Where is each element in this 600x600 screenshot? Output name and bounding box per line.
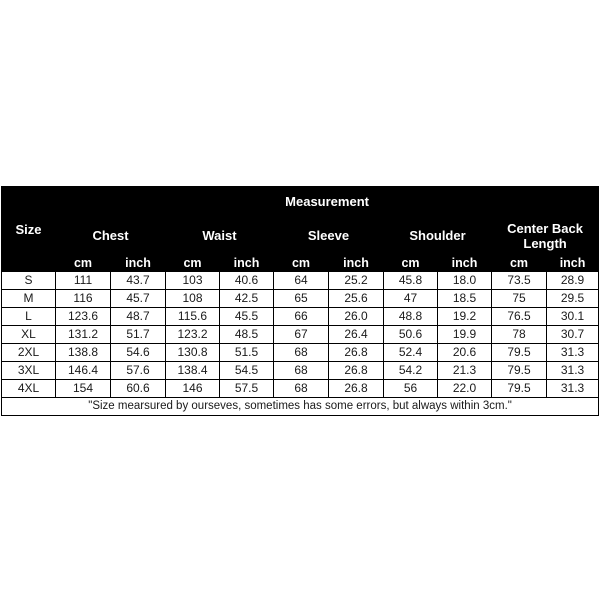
unit-header: cm xyxy=(274,255,329,272)
value-cell: 19.2 xyxy=(438,308,492,326)
value-cell: 75 xyxy=(492,290,547,308)
value-cell: 60.6 xyxy=(111,380,166,398)
value-cell: 154 xyxy=(56,380,111,398)
value-cell: 64 xyxy=(274,272,329,290)
value-cell: 48.5 xyxy=(220,326,274,344)
value-cell: 54.6 xyxy=(111,344,166,362)
value-cell: 30.1 xyxy=(547,308,599,326)
unit-header: cm xyxy=(492,255,547,272)
value-cell: 76.5 xyxy=(492,308,547,326)
value-cell: 31.3 xyxy=(547,362,599,380)
value-cell: 73.5 xyxy=(492,272,547,290)
value-cell: 79.5 xyxy=(492,344,547,362)
table-row xyxy=(2,344,599,362)
unit-header: cm xyxy=(384,255,438,272)
value-cell: 68 xyxy=(274,344,329,362)
value-cell: 47 xyxy=(384,290,438,308)
value-cell: 79.5 xyxy=(492,380,547,398)
measurement-note: "Size mearsured by ourseves, sometimes has some errors, but always within 3cm." xyxy=(2,398,599,416)
value-cell: 22.0 xyxy=(438,380,492,398)
value-cell: 48.7 xyxy=(111,308,166,326)
value-cell: 26.8 xyxy=(329,344,384,362)
value-cell: 29.5 xyxy=(547,290,599,308)
table-row xyxy=(2,308,599,326)
size-column-header: Size xyxy=(2,187,56,272)
value-cell: 123.2 xyxy=(166,326,220,344)
value-cell: 79.5 xyxy=(492,362,547,380)
value-cell: 54.5 xyxy=(220,362,274,380)
value-cell: 66 xyxy=(274,308,329,326)
unit-header: inch xyxy=(547,255,599,272)
size-chart-table xyxy=(1,186,599,416)
value-cell: 20.6 xyxy=(438,344,492,362)
value-cell: 43.7 xyxy=(111,272,166,290)
size-cell: XL xyxy=(2,326,56,344)
group-header-waist: Waist xyxy=(166,217,274,255)
value-cell: 51.7 xyxy=(111,326,166,344)
table-row xyxy=(2,380,599,398)
measurement-header: Measurement xyxy=(56,187,599,217)
value-cell: 26.0 xyxy=(329,308,384,326)
value-cell: 146 xyxy=(166,380,220,398)
size-cell: 4XL xyxy=(2,380,56,398)
value-cell: 21.3 xyxy=(438,362,492,380)
value-cell: 51.5 xyxy=(220,344,274,362)
table-row xyxy=(2,326,599,344)
table-row xyxy=(2,272,599,290)
size-cell: S xyxy=(2,272,56,290)
value-cell: 56 xyxy=(384,380,438,398)
size-cell: 3XL xyxy=(2,362,56,380)
value-cell: 26.8 xyxy=(329,380,384,398)
size-cell: L xyxy=(2,308,56,326)
value-cell: 78 xyxy=(492,326,547,344)
unit-header: inch xyxy=(329,255,384,272)
size-cell: M xyxy=(2,290,56,308)
value-cell: 57.6 xyxy=(111,362,166,380)
value-cell: 45.5 xyxy=(220,308,274,326)
unit-header: inch xyxy=(220,255,274,272)
group-header-sleeve: Sleeve xyxy=(274,217,384,255)
value-cell: 18.0 xyxy=(438,272,492,290)
value-cell: 130.8 xyxy=(166,344,220,362)
value-cell: 26.8 xyxy=(329,362,384,380)
table-row xyxy=(2,362,599,380)
value-cell: 52.4 xyxy=(384,344,438,362)
unit-header: cm xyxy=(56,255,111,272)
value-cell: 68 xyxy=(274,380,329,398)
unit-header: inch xyxy=(111,255,166,272)
value-cell: 123.6 xyxy=(56,308,111,326)
value-cell: 54.2 xyxy=(384,362,438,380)
unit-header: inch xyxy=(438,255,492,272)
value-cell: 45.7 xyxy=(111,290,166,308)
value-cell: 131.2 xyxy=(56,326,111,344)
value-cell: 42.5 xyxy=(220,290,274,308)
value-cell: 25.2 xyxy=(329,272,384,290)
table-row xyxy=(2,290,599,308)
value-cell: 50.6 xyxy=(384,326,438,344)
value-cell: 108 xyxy=(166,290,220,308)
value-cell: 68 xyxy=(274,362,329,380)
value-cell: 30.7 xyxy=(547,326,599,344)
value-cell: 111 xyxy=(56,272,111,290)
value-cell: 57.5 xyxy=(220,380,274,398)
value-cell: 138.8 xyxy=(56,344,111,362)
value-cell: 40.6 xyxy=(220,272,274,290)
unit-header: cm xyxy=(166,255,220,272)
value-cell: 28.9 xyxy=(547,272,599,290)
value-cell: 19.9 xyxy=(438,326,492,344)
value-cell: 138.4 xyxy=(166,362,220,380)
value-cell: 45.8 xyxy=(384,272,438,290)
group-header-chest: Chest xyxy=(56,217,166,255)
value-cell: 65 xyxy=(274,290,329,308)
group-header-shoulder: Shoulder xyxy=(384,217,492,255)
value-cell: 25.6 xyxy=(329,290,384,308)
value-cell: 146.4 xyxy=(56,362,111,380)
value-cell: 115.6 xyxy=(166,308,220,326)
size-cell: 2XL xyxy=(2,344,56,362)
value-cell: 48.8 xyxy=(384,308,438,326)
value-cell: 103 xyxy=(166,272,220,290)
group-header-center-back-length: Center Back Length xyxy=(492,217,599,255)
value-cell: 18.5 xyxy=(438,290,492,308)
value-cell: 31.3 xyxy=(547,344,599,362)
value-cell: 31.3 xyxy=(547,380,599,398)
value-cell: 67 xyxy=(274,326,329,344)
value-cell: 26.4 xyxy=(329,326,384,344)
value-cell: 116 xyxy=(56,290,111,308)
